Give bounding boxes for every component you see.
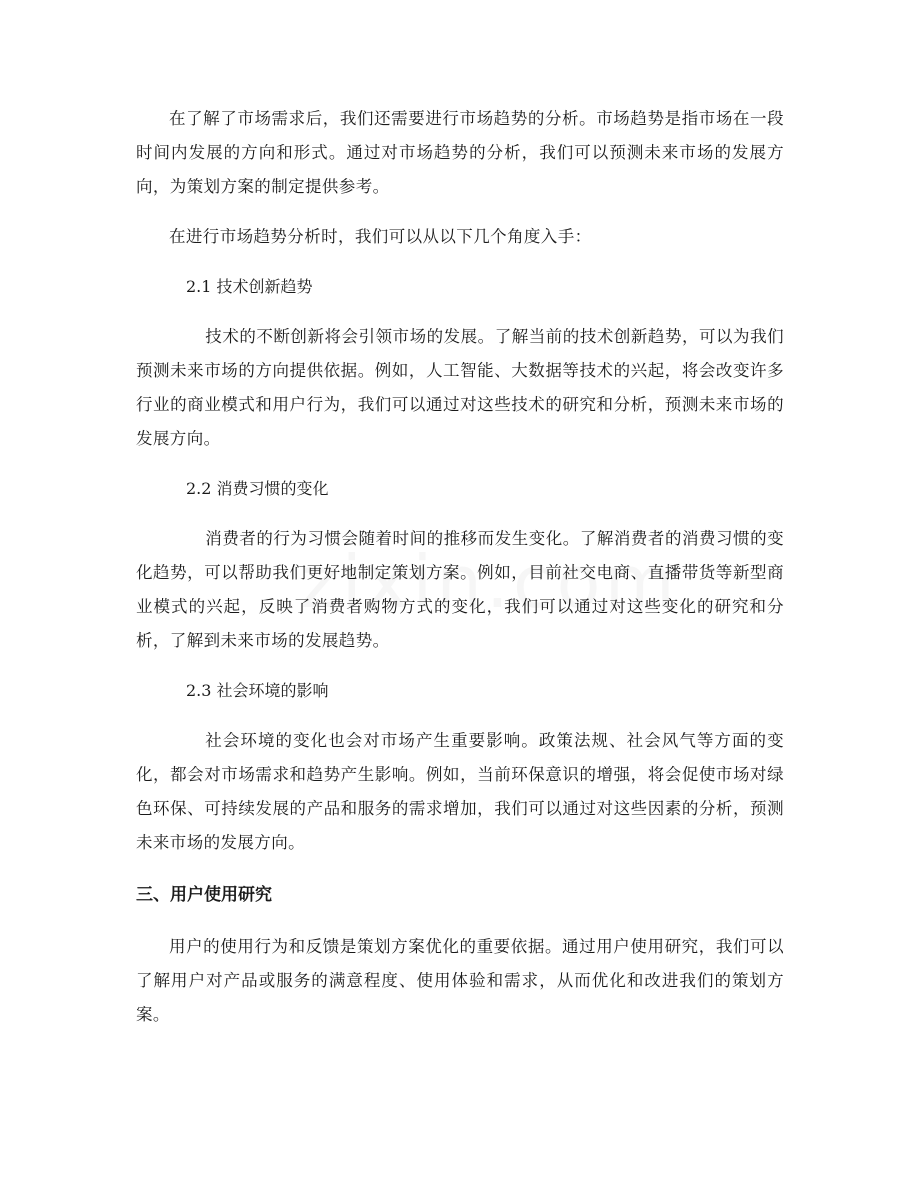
paragraph-market-trend-intro: 在了解了市场需求后，我们还需要进行市场趋势的分析。市场趋势是指市场在一段时间内发展的方向和形式。通过对市场趋势的分析，我们可以预测未来市场的发展方向，为策划方案的制定提供参考。	[136, 109, 784, 196]
section-title-user-research: 三、用户使用研究	[136, 885, 272, 905]
paragraph-social-environment: 社会环境的变化也会对市场产生重要影响。政策法规、社会风气等方面的变化，都会对市场需求和趋势产生影响。例如，当前环保意识的增强，将会促使市场对绿色环保、可持续发展的产品和服务的需求增加，我们可以通过对这些因素的分析，预测未来市场的发展方向。	[136, 731, 784, 852]
paragraph-user-research: 用户的使用行为和反馈是策划方案优化的重要依据。通过用户使用研究，我们可以了解用户对产品或服务的满意程度、使用体验和需求，从而优化和改进我们的策划方案。	[136, 937, 784, 1024]
subheading-social-environment: 2.3 社会环境的影响	[186, 681, 329, 700]
subheading-tech-innovation: 2.1 技术创新趋势	[186, 277, 313, 296]
subheading-consumer-habits: 2.2 消费习惯的变化	[186, 479, 329, 498]
document-body	[136, 102, 784, 1032]
paragraph-consumer-habits: 消费者的行为习惯会随着时间的推移而发生变化。了解消费者的消费习惯的变化趋势，可以帮助我们更好地制定策划方案。例如，目前社交电商、直播带货等新型商业模式的兴起，反映了消费者购物方式的变化，我们可以通过对这些变化的研究和分析，了解到未来市场的发展趋势。	[136, 529, 784, 650]
paragraph-tech-innovation: 技术的不断创新将会引领市场的发展。了解当前的技术创新趋势，可以为我们预测未来市场的方向提供依据。例如，人工智能、大数据等技术的兴起，将会改变许多行业的商业模式和用户行为，我们可以通过对这些技术的研究和分析，预测未来市场的发展方向。	[136, 327, 784, 448]
paragraph-analysis-angles: 在进行市场趋势分析时，我们可以从以下几个角度入手：	[169, 227, 592, 246]
